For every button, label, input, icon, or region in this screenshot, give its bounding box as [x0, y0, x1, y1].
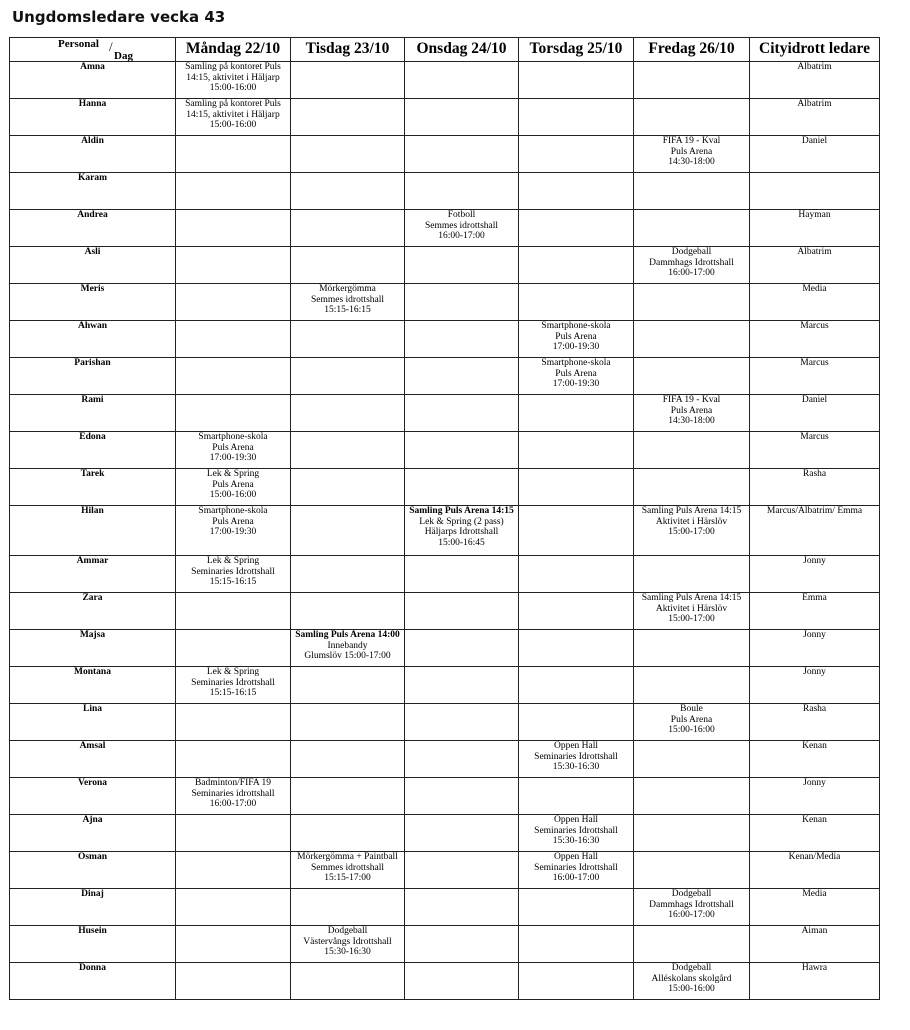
- person-name: Verona: [10, 778, 176, 815]
- activity-line: Semmes idrottshall: [310, 294, 385, 305]
- activity-line: 15:00-16:00: [209, 83, 257, 93]
- person-name: Amsal: [10, 741, 176, 778]
- person-name: Lina: [10, 704, 176, 741]
- activity-line: 14:30-18:00: [668, 157, 715, 167]
- activity-cell-thu: [519, 469, 634, 506]
- leader-name: Kenan: [750, 815, 880, 852]
- activity-cell-tue: [291, 321, 405, 358]
- activity-cell-tue: [291, 432, 405, 469]
- activity-line: 16:00-17:00: [552, 873, 600, 883]
- leader-name: Hayman: [750, 210, 880, 247]
- person-name: Husein: [10, 926, 176, 963]
- activity-cell-thu: [519, 358, 634, 395]
- table-row: [10, 173, 880, 210]
- activity-cell-tue: [291, 926, 405, 963]
- activity-cell-tue: [291, 173, 405, 210]
- activity-cell-thu: [519, 926, 634, 963]
- activity-cell-fri: [634, 593, 750, 630]
- activity-line: Dammhags Idrottshall: [649, 257, 734, 268]
- activity-line: Aktivitet i Härslöv: [655, 603, 728, 614]
- activity-line: Samling Puls Arena 14:00: [295, 630, 400, 640]
- activity-line: Seminaries Idrottshall: [191, 566, 275, 577]
- activity-line: Puls Arena: [212, 479, 254, 490]
- activity-cell-wed: [405, 136, 519, 173]
- activity-line: Dodgeball: [671, 889, 712, 899]
- activity-cell-wed: [405, 469, 519, 506]
- activity-cell-wed: [405, 778, 519, 815]
- leader-name: Media: [750, 284, 880, 321]
- activity-line: 15:15-16:15: [324, 305, 371, 315]
- activity-cell-thu: [519, 778, 634, 815]
- person-name: Osman: [10, 852, 176, 889]
- activity-cell-thu: [519, 210, 634, 247]
- activity-cell-fri: [634, 889, 750, 926]
- activity-cell-fri: [634, 210, 750, 247]
- activity-line: Boule: [680, 704, 703, 714]
- activity-line: Mörkergömma: [319, 284, 376, 294]
- activity-line: Öppen Hall: [553, 852, 599, 862]
- activity-line: Seminaries idrottshall: [191, 788, 275, 799]
- person-name: Ammar: [10, 556, 176, 593]
- table-row: [10, 432, 880, 469]
- activity-cell-thu: [519, 963, 634, 1000]
- activity-cell-mon: [176, 469, 291, 506]
- activity-cell-wed: [405, 852, 519, 889]
- activity-line: 15:00-17:00: [668, 527, 715, 537]
- activity-cell-mon: [176, 99, 291, 136]
- activity-line: Puls Arena: [670, 405, 713, 416]
- activity-line: Dodgeball: [327, 926, 368, 936]
- activity-cell-tue: [291, 889, 405, 926]
- person-name: Donna: [10, 963, 176, 1000]
- person-name: Andrea: [10, 210, 176, 247]
- activity-cell-thu: [519, 630, 634, 667]
- activity-line: 17:00-19:30: [209, 453, 257, 463]
- activity-cell-tue: [291, 556, 405, 593]
- activity-line: Smartphone-skola: [541, 358, 611, 368]
- activity-cell-mon: [176, 556, 291, 593]
- activity-line: 15:00-16:00: [209, 120, 257, 130]
- activity-cell-wed: [405, 99, 519, 136]
- activity-line: Dammhags Idrottshall: [649, 899, 734, 910]
- activity-cell-mon: [176, 741, 291, 778]
- activity-line: Lek & Spring: [206, 469, 260, 479]
- activity-cell-mon: [176, 62, 291, 99]
- person-name: Edona: [10, 432, 176, 469]
- activity-cell-fri: [634, 556, 750, 593]
- activity-cell-wed: [405, 963, 519, 1000]
- table-row: [10, 284, 880, 321]
- person-name: Ahwan: [10, 321, 176, 358]
- activity-cell-fri: [634, 778, 750, 815]
- schedule-table: [9, 37, 880, 1000]
- corner-dag-label: Dag: [114, 50, 133, 62]
- activity-line: 15:30-16:30: [552, 836, 600, 846]
- person-name: Amna: [10, 62, 176, 99]
- activity-cell-fri: [634, 704, 750, 741]
- activity-cell-wed: [405, 432, 519, 469]
- activity-cell-thu: [519, 556, 634, 593]
- activity-cell-thu: [519, 284, 634, 321]
- activity-line: Aktivitet i Härslöv: [655, 516, 728, 527]
- activity-cell-tue: [291, 593, 405, 630]
- leader-name: Jonny: [750, 630, 880, 667]
- activity-cell-wed: [405, 284, 519, 321]
- activity-line: 16:00-17:00: [668, 910, 715, 920]
- activity-cell-mon: [176, 852, 291, 889]
- table-row: [10, 963, 880, 1000]
- leader-name: Hawra: [750, 963, 880, 1000]
- table-row: [10, 247, 880, 284]
- activity-cell-tue: [291, 667, 405, 704]
- activity-line: Lek & Spring: [206, 556, 260, 566]
- activity-line: 17:00-19:30: [552, 342, 600, 352]
- activity-cell-mon: [176, 136, 291, 173]
- activity-cell-fri: [634, 852, 750, 889]
- activity-line: 15:30-16:30: [552, 762, 600, 772]
- leader-name: Aiman: [750, 926, 880, 963]
- leader-header: Cityidrott ledare: [750, 38, 880, 62]
- activity-line: Puls Arena: [555, 368, 597, 379]
- activity-cell-wed: [405, 173, 519, 210]
- person-name: Hilan: [10, 506, 176, 556]
- table-row: [10, 99, 880, 136]
- activity-line: Glumslöv 15:00-17:00: [304, 651, 391, 661]
- leader-name: Emma: [750, 593, 880, 630]
- activity-line: 15:00-16:00: [668, 984, 715, 994]
- activity-cell-fri: [634, 62, 750, 99]
- activity-line: Smartphone-skola: [198, 506, 268, 516]
- activity-cell-mon: [176, 395, 291, 432]
- activity-line: 16:00-17:00: [209, 799, 257, 809]
- activity-cell-tue: [291, 62, 405, 99]
- activity-cell-tue: [291, 630, 405, 667]
- activity-cell-fri: [634, 136, 750, 173]
- activity-cell-wed: [405, 62, 519, 99]
- activity-cell-tue: [291, 136, 405, 173]
- activity-line: Mörkergömma + Paintball: [297, 852, 398, 862]
- activity-cell-tue: [291, 395, 405, 432]
- activity-line: 15:00-16:45: [438, 537, 485, 548]
- person-name: Aldin: [10, 136, 176, 173]
- person-name: Majsa: [10, 630, 176, 667]
- activity-cell-tue: [291, 210, 405, 247]
- day-header-monday: Måndag 22/10: [176, 38, 291, 62]
- table-row: [10, 321, 880, 358]
- activity-line: Lek & Spring: [206, 667, 260, 677]
- activity-line: 17:00-19:30: [552, 379, 600, 389]
- person-name: Montana: [10, 667, 176, 704]
- activity-cell-tue: [291, 99, 405, 136]
- leader-name: Daniel: [750, 395, 880, 432]
- activity-cell-mon: [176, 284, 291, 321]
- activity-cell-thu: [519, 432, 634, 469]
- activity-line: Puls Arena: [670, 714, 713, 725]
- activity-cell-mon: [176, 630, 291, 667]
- activity-line: 15:30-16:30: [324, 947, 371, 957]
- activity-cell-tue: [291, 963, 405, 1000]
- header-row: [10, 38, 880, 62]
- activity-line: 15:00-17:00: [668, 614, 715, 624]
- table-row: [10, 556, 880, 593]
- activity-cell-fri: [634, 630, 750, 667]
- table-row: [10, 889, 880, 926]
- activity-line: Lek & Spring (2 pass): [419, 516, 504, 527]
- activity-cell-wed: [405, 741, 519, 778]
- activity-cell-mon: [176, 506, 291, 556]
- person-name: Meris: [10, 284, 176, 321]
- day-header-tuesday: Tisdag 23/10: [291, 38, 405, 62]
- table-row: [10, 62, 880, 99]
- activity-cell-wed: [405, 321, 519, 358]
- activity-cell-fri: [634, 469, 750, 506]
- activity-cell-wed: [405, 815, 519, 852]
- activity-line: Samling Puls Arena 14:15: [641, 506, 742, 516]
- document-title: Ungdomsledare vecka 43: [12, 8, 226, 26]
- leader-name: Jonny: [750, 556, 880, 593]
- table-row: [10, 741, 880, 778]
- activity-cell-thu: [519, 62, 634, 99]
- activity-cell-thu: [519, 593, 634, 630]
- activity-cell-fri: [634, 358, 750, 395]
- activity-line: 15:15-17:00: [324, 873, 371, 883]
- activity-cell-tue: [291, 778, 405, 815]
- table-row: [10, 395, 880, 432]
- activity-cell-mon: [176, 778, 291, 815]
- activity-cell-mon: [176, 963, 291, 1000]
- activity-line: Semmes idrottshall: [310, 862, 385, 873]
- leader-name: Rasha: [750, 704, 880, 741]
- activity-cell-tue: [291, 469, 405, 506]
- activity-cell-wed: [405, 667, 519, 704]
- activity-cell-mon: [176, 704, 291, 741]
- activity-cell-thu: [519, 136, 634, 173]
- activity-cell-fri: [634, 173, 750, 210]
- activity-cell-fri: [634, 247, 750, 284]
- leader-name: Albatrim: [750, 99, 880, 136]
- activity-cell-thu: [519, 667, 634, 704]
- activity-cell-tue: [291, 852, 405, 889]
- activity-line: Puls Arena: [212, 442, 254, 453]
- activity-line: 16:00-17:00: [668, 268, 715, 278]
- activity-cell-mon: [176, 889, 291, 926]
- activity-cell-mon: [176, 358, 291, 395]
- activity-cell-tue: [291, 358, 405, 395]
- activity-cell-thu: [519, 741, 634, 778]
- activity-line: Seminaries Idrottshall: [534, 751, 618, 762]
- activity-line: Dodgeball: [671, 247, 712, 257]
- activity-line: 15:00-16:00: [209, 490, 257, 500]
- activity-cell-tue: [291, 284, 405, 321]
- table-row: [10, 704, 880, 741]
- table-row: [10, 926, 880, 963]
- activity-line: Häljarps Idrottshall: [424, 527, 499, 537]
- activity-cell-fri: [634, 99, 750, 136]
- activity-cell-tue: [291, 815, 405, 852]
- activity-line: 16:00-17:00: [438, 231, 485, 241]
- activity-line: Samling Puls Arena 14:15: [641, 593, 742, 603]
- activity-line: Samling på kontoret Puls: [185, 62, 281, 72]
- activity-cell-tue: [291, 741, 405, 778]
- activity-line: Seminaries Idrottshall: [534, 825, 618, 836]
- day-header-friday: Fredag 26/10: [634, 38, 750, 62]
- activity-line: Samling Puls Arena 14:15: [409, 506, 514, 516]
- leader-name: Albatrim: [750, 247, 880, 284]
- person-name: Rami: [10, 395, 176, 432]
- corner-header: [10, 38, 176, 62]
- leader-name: Marcus/Albatrim/ Emma: [750, 506, 880, 556]
- activity-line: Puls Arena: [212, 516, 254, 527]
- day-header-wednesday: Onsdag 24/10: [405, 38, 519, 62]
- activity-line: Smartphone-skola: [541, 321, 611, 331]
- activity-cell-mon: [176, 210, 291, 247]
- leader-name: Rasha: [750, 469, 880, 506]
- activity-cell-wed: [405, 395, 519, 432]
- activity-cell-tue: [291, 704, 405, 741]
- activity-line: Fotboll: [447, 210, 476, 220]
- activity-line: 15:00-16:00: [668, 725, 715, 735]
- person-name: Zara: [10, 593, 176, 630]
- activity-line: Seminaries Idrottshall: [191, 677, 275, 688]
- activity-line: Semmes idrottshall: [424, 220, 499, 231]
- leader-name: Jonny: [750, 667, 880, 704]
- activity-cell-wed: [405, 210, 519, 247]
- person-name: Asli: [10, 247, 176, 284]
- activity-cell-mon: [176, 321, 291, 358]
- leader-name: Jonny: [750, 778, 880, 815]
- activity-line: Öppen Hall: [553, 815, 599, 825]
- activity-line: FIFA 19 - Kval: [662, 395, 721, 405]
- table-row: [10, 593, 880, 630]
- activity-cell-mon: [176, 815, 291, 852]
- activity-cell-thu: [519, 99, 634, 136]
- activity-cell-fri: [634, 667, 750, 704]
- table-row: [10, 358, 880, 395]
- activity-cell-mon: [176, 247, 291, 284]
- activity-cell-wed: [405, 926, 519, 963]
- activity-cell-mon: [176, 667, 291, 704]
- activity-line: Alléskolans skolgård: [651, 973, 732, 984]
- table-row: [10, 852, 880, 889]
- activity-line: 14:30-18:00: [668, 416, 715, 426]
- activity-line: Samling på kontoret Puls: [185, 99, 281, 109]
- leader-name: Marcus: [750, 358, 880, 395]
- activity-line: Västervångs Idrottshall: [303, 936, 392, 947]
- activity-cell-mon: [176, 432, 291, 469]
- leader-name: Marcus: [750, 432, 880, 469]
- activity-cell-thu: [519, 852, 634, 889]
- day-header-thursday: Torsdag 25/10: [519, 38, 634, 62]
- activity-cell-thu: [519, 815, 634, 852]
- activity-cell-thu: [519, 704, 634, 741]
- activity-line: FIFA 19 - Kval: [662, 136, 721, 146]
- activity-cell-thu: [519, 889, 634, 926]
- activity-line: Dodgeball: [671, 963, 712, 973]
- table-row: [10, 630, 880, 667]
- leader-name: Media: [750, 889, 880, 926]
- corner-personal-label: Personal: [58, 38, 99, 50]
- activity-cell-fri: [634, 321, 750, 358]
- activity-cell-thu: [519, 173, 634, 210]
- activity-line: 17:00-19:30: [209, 527, 257, 537]
- table-row: [10, 815, 880, 852]
- person-name: Ajna: [10, 815, 176, 852]
- activity-cell-fri: [634, 506, 750, 556]
- leader-name: Kenan: [750, 741, 880, 778]
- activity-cell-wed: [405, 704, 519, 741]
- person-name: Hanna: [10, 99, 176, 136]
- person-name: Karam: [10, 173, 176, 210]
- activity-line: 14:15, aktivitet i Häljarp: [186, 109, 280, 120]
- activity-line: Innebandy: [327, 640, 368, 651]
- activity-cell-wed: [405, 593, 519, 630]
- leader-name: Marcus: [750, 321, 880, 358]
- activity-cell-mon: [176, 173, 291, 210]
- activity-cell-wed: [405, 358, 519, 395]
- activity-line: Badminton/FIFA 19: [194, 778, 272, 788]
- activity-line: Smartphone-skola: [198, 432, 268, 442]
- person-name: Dinaj: [10, 889, 176, 926]
- table-row: [10, 506, 880, 556]
- activity-cell-fri: [634, 284, 750, 321]
- table-row: [10, 136, 880, 173]
- activity-line: 15:15-16:15: [209, 577, 257, 587]
- activity-cell-wed: [405, 506, 519, 556]
- activity-cell-thu: [519, 321, 634, 358]
- activity-cell-wed: [405, 889, 519, 926]
- table-row: [10, 667, 880, 704]
- activity-line: Puls Arena: [670, 146, 713, 157]
- activity-cell-mon: [176, 926, 291, 963]
- activity-line: Puls Arena: [555, 331, 597, 342]
- leader-name: Daniel: [750, 136, 880, 173]
- activity-cell-tue: [291, 506, 405, 556]
- activity-cell-fri: [634, 926, 750, 963]
- leader-name: [750, 173, 880, 210]
- activity-cell-fri: [634, 395, 750, 432]
- activity-cell-fri: [634, 741, 750, 778]
- activity-line: Seminaries Idrottshall: [534, 862, 618, 873]
- activity-cell-mon: [176, 593, 291, 630]
- activity-cell-wed: [405, 247, 519, 284]
- activity-cell-fri: [634, 432, 750, 469]
- leader-name: Albatrim: [750, 62, 880, 99]
- activity-cell-thu: [519, 506, 634, 556]
- activity-cell-wed: [405, 630, 519, 667]
- activity-cell-fri: [634, 963, 750, 1000]
- leader-name: Kenan/Media: [750, 852, 880, 889]
- activity-cell-thu: [519, 247, 634, 284]
- activity-cell-tue: [291, 247, 405, 284]
- table-row: [10, 778, 880, 815]
- corner-slash: /: [109, 39, 113, 54]
- activity-cell-fri: [634, 815, 750, 852]
- table-row: [10, 210, 880, 247]
- activity-cell-thu: [519, 395, 634, 432]
- person-name: Parishan: [10, 358, 176, 395]
- person-name: Tarek: [10, 469, 176, 506]
- activity-cell-wed: [405, 556, 519, 593]
- activity-line: 14:15, aktivitet i Häljarp: [186, 72, 280, 83]
- table-row: [10, 469, 880, 506]
- activity-line: 15:15-16:15: [209, 688, 257, 698]
- activity-line: Öppen Hall: [553, 741, 599, 751]
